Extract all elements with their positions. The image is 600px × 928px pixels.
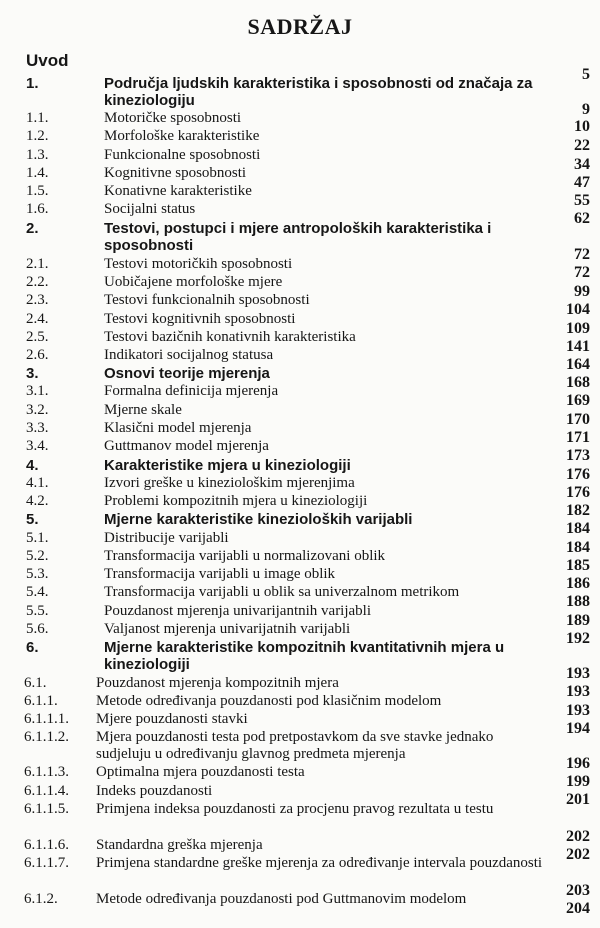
toc-entry-title: Primjena indeksa pouzdanosti za procjenu pravog rezultata u testu xyxy=(96,801,494,817)
toc-entry-title: Distribucije varijabli xyxy=(104,530,229,546)
toc-entry-page: 55 xyxy=(574,192,590,209)
page-title: SADRŽAJ xyxy=(247,14,353,39)
toc-entry-title: Transformacija varijabli u normalizovani oblik xyxy=(104,548,386,564)
toc-entry-page: 194 xyxy=(566,720,590,737)
toc-entry-page: 184 xyxy=(566,539,590,556)
toc-entry-title: Izvori greške u kineziološkim mjerenjima xyxy=(104,475,355,491)
toc-entry-title: Konativne karakteristike xyxy=(104,183,252,199)
toc-entry-title: Funkcionalne sposobnosti xyxy=(104,147,261,163)
toc-entry-number: 1.1. xyxy=(26,110,49,126)
toc-entry-number: 6.1.1.6. xyxy=(24,837,69,853)
toc-entry-number: 6.1.1. xyxy=(24,693,58,709)
toc-entry-page: 164 xyxy=(566,356,590,373)
toc-entry-page: 204 xyxy=(566,900,590,917)
toc-entry-number: 5.2. xyxy=(26,548,49,564)
toc-entry-number: 5.5. xyxy=(26,603,49,619)
toc-entry-number: 2.3. xyxy=(26,292,49,308)
toc-entry-page: 99 xyxy=(574,283,590,300)
toc-entry-number: Uvod xyxy=(26,51,69,70)
toc-entry-title: Testovi motoričkih sposobnosti xyxy=(104,256,293,272)
toc-entry-title: Pouzdanost mjerenja univarijantnih varijabli xyxy=(104,603,372,619)
toc-entry-page: 34 xyxy=(574,156,590,173)
toc-entry-number: 5.3. xyxy=(26,566,49,582)
toc-entry-page: 22 xyxy=(574,137,590,154)
toc-entry-page: 182 xyxy=(566,502,590,519)
toc-entry-number: 4.2. xyxy=(26,493,49,509)
toc-entry-number: 3.2. xyxy=(26,402,49,418)
toc-entry-page: 186 xyxy=(566,575,590,592)
toc-entry-number: 6.1.1.3. xyxy=(24,764,69,780)
toc-entry-number: 2.5. xyxy=(26,329,49,345)
toc-entry-page: 196 xyxy=(566,755,590,772)
toc-entry-number: 3.1. xyxy=(26,383,49,399)
toc-entry-page: 201 xyxy=(566,791,590,808)
toc-entry-title: Morfološke karakteristike xyxy=(104,128,260,144)
toc-entry-page: 184 xyxy=(566,520,590,537)
toc-entry-title: Pouzdanost mjerenja kompozitnih mjera xyxy=(96,675,339,691)
toc-entry-title: Primjena standardne greške mjerenja za određivanje intervala pouzdanosti xyxy=(96,855,543,871)
toc-entry-page: 192 xyxy=(566,630,590,647)
toc-entry-title: Kognitivne sposobnosti xyxy=(104,165,247,181)
toc-entry-page: 47 xyxy=(574,174,590,191)
toc-entry-title: Formalna definicija mjerenja xyxy=(104,383,279,399)
toc-entry-page: 176 xyxy=(566,466,590,483)
toc-entry-number: 2.4. xyxy=(26,311,49,327)
toc-entry-title: Osnovi teorije mjerenja xyxy=(104,365,270,382)
toc-entry-number: 2.6. xyxy=(26,347,49,363)
toc-entry-page: 193 xyxy=(566,683,590,700)
toc-entry-page: 141 xyxy=(566,338,590,355)
toc-entry-title: Metode određivanja pouzdanosti pod Guttmanovim modelom xyxy=(96,891,467,907)
toc-entry-page: 173 xyxy=(566,447,590,464)
toc-entry-page: 109 xyxy=(566,320,590,337)
toc-entry-page: 193 xyxy=(566,702,590,719)
toc-entry-number: 6.1.2. xyxy=(24,891,58,907)
toc-entry-title: Optimalna mjera pouzdanosti testa xyxy=(96,764,305,780)
toc-entry-number: 6. xyxy=(26,639,39,656)
toc-entry-page: 203 xyxy=(566,882,590,899)
toc-entry-page: 189 xyxy=(566,612,590,629)
toc-entry-number: 1. xyxy=(26,75,39,92)
toc-entry-title: Mjere pouzdanosti stavki xyxy=(96,711,248,727)
toc-entry-number: 1.4. xyxy=(26,165,49,181)
toc-entry-page: 193 xyxy=(566,665,590,682)
toc-entry-number: 5.1. xyxy=(26,530,49,546)
toc-entry-page: 169 xyxy=(566,392,590,409)
toc-entry-title: Valjanost mjerenja univarijatnih varijabli xyxy=(104,621,351,637)
toc-entry-page: 168 xyxy=(566,374,590,391)
toc-entry-title: Testovi, postupci i mjere antropoloških karakteristika i sposobnosti xyxy=(104,220,492,254)
toc-entry-title: Transformacija varijabli u image oblik xyxy=(104,566,336,582)
toc-entry-number: 6.1.1.5. xyxy=(24,801,69,817)
toc-entry-title: Testovi funkcionalnih sposobnosti xyxy=(104,292,310,308)
toc-entry-number: 3. xyxy=(26,365,39,382)
toc-entry-number: 4.1. xyxy=(26,475,49,491)
toc-entry-title: Guttmanov model mjerenja xyxy=(104,438,269,454)
toc-entry-page: 185 xyxy=(566,557,590,574)
toc-entry-number: 2.2. xyxy=(26,274,49,290)
toc-entry-number: 1.3. xyxy=(26,147,49,163)
toc-entry-title: Mjerne karakteristike kinezioloških varijabli xyxy=(104,511,413,528)
toc-entry-number: 3.4. xyxy=(26,438,49,454)
toc-entry-number: 6.1.1.7. xyxy=(24,855,69,871)
toc-entry-number: 1.6. xyxy=(26,201,49,217)
toc-entry-title: Testovi bazičnih konativnih karakteristika xyxy=(104,329,356,345)
toc-entry-title: Mjerne skale xyxy=(104,402,182,418)
toc-entry-number: 4. xyxy=(26,457,39,474)
toc-entry-page: 199 xyxy=(566,773,590,790)
toc-entry-title: Mjera pouzdanosti testa pod pretpostavkom da sve stavke jednako sudjeluju u određivanju glavnog predmeta mjerenja xyxy=(96,729,494,762)
toc-entry-number: 5.6. xyxy=(26,621,49,637)
toc-entry-page: 202 xyxy=(566,828,590,845)
toc-entry-number: 6.1. xyxy=(24,675,47,691)
toc-entry-number: 1.5. xyxy=(26,183,49,199)
toc-entry-title: Problemi kompozitnih mjera u kineziologiji xyxy=(104,493,368,509)
toc-entry-page: 104 xyxy=(566,301,590,318)
toc-entry-title: Motoričke sposobnosti xyxy=(104,110,242,126)
toc-entry-number: 6.1.1.1. xyxy=(24,711,69,727)
toc-entry-number: 5.4. xyxy=(26,584,49,600)
toc-entry-title: Metode određivanja pouzdanosti pod klasičnim modelom xyxy=(96,693,442,709)
toc-entry-page: 10 xyxy=(574,118,590,135)
toc-entry-page: 5 xyxy=(582,66,590,83)
toc-entry-title: Mjerne karakteristike kompozitnih kvantitativnih mjera u kineziologiji xyxy=(104,639,505,673)
toc-entry-number: 6.1.1.4. xyxy=(24,783,69,799)
toc-entry-number: 2. xyxy=(26,220,39,237)
toc-entry-page: 171 xyxy=(566,429,590,446)
toc-entry-title: Indikatori socijalnog statusa xyxy=(104,347,274,363)
toc-entry-page: 188 xyxy=(566,593,590,610)
toc-entry-page: 176 xyxy=(566,484,590,501)
toc-entry-number: 3.3. xyxy=(26,420,49,436)
toc-entry-number: 1.2. xyxy=(26,128,49,144)
toc-entry-page: 170 xyxy=(566,411,590,428)
toc-entry-title: Standardna greška mjerenja xyxy=(96,837,263,853)
toc-entry-page: 72 xyxy=(574,246,590,263)
toc-entry-number: 6.1.1.2. xyxy=(24,729,69,745)
toc-entry-title: Uobičajene morfološke mjere xyxy=(104,274,283,290)
toc-entry-title: Testovi kognitivnih sposobnosti xyxy=(104,311,296,327)
toc-entry-title: Klasični model mjerenja xyxy=(104,420,252,436)
toc-entry-page: 9 xyxy=(582,101,590,118)
toc-entry-title: Socijalni status xyxy=(104,201,196,217)
toc-entry-page: 202 xyxy=(566,846,590,863)
toc-entry-title: Transformacija varijabli u oblik sa univerzalnom metrikom xyxy=(104,584,460,600)
toc-entry-number: 5. xyxy=(26,511,39,528)
toc-entry-number: 2.1. xyxy=(26,256,49,272)
toc-entry-title: Karakteristike mjera u kineziologiji xyxy=(104,457,351,474)
toc-entry-page: 62 xyxy=(574,210,590,227)
toc-entry-title: Indeks pouzdanosti xyxy=(96,783,213,799)
toc-entry-title: Područja ljudskih karakteristika i sposobnosti od značaja za kineziologiju xyxy=(104,75,533,109)
toc-entry-page: 72 xyxy=(574,264,590,281)
